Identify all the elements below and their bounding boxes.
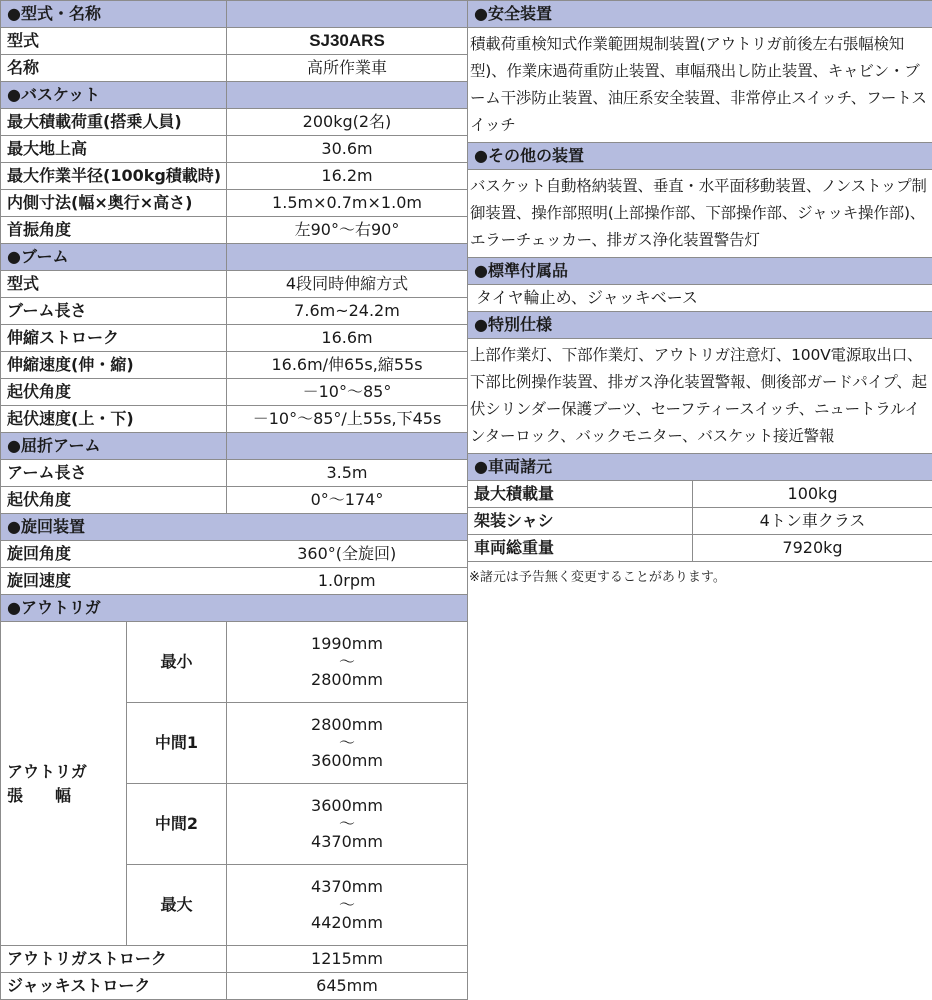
row-label: 型式 (1, 28, 227, 55)
row-label: 最大積載量 (468, 481, 693, 508)
range-to: 4370mm (311, 832, 383, 851)
row-value: 0°～174° (227, 487, 468, 514)
row-value: 16.6m/伸65s,縮55s (227, 352, 468, 379)
row-value: 1.5m×0.7m×1.0m (227, 190, 468, 217)
table-row (1, 55, 468, 82)
range-tilde: ～ (338, 652, 355, 671)
row-label: ジャッキストローク (1, 973, 227, 1000)
row-label: アウトリガストローク (1, 946, 227, 973)
section-title: ●その他の装置 (468, 143, 932, 170)
row-value: 100kg (693, 481, 932, 508)
row-label: 伸縮ストローク (1, 325, 227, 352)
row-label: 首振角度 (1, 217, 227, 244)
row-value: 左90°～右90° (227, 217, 468, 244)
table-row (1, 163, 468, 190)
table-row (1, 622, 468, 703)
section-header-other (468, 143, 932, 170)
row-label: 最大作業半径(100kg積載時) (1, 163, 227, 190)
outrigger-range (227, 622, 468, 703)
row-value: 1215mm (227, 946, 468, 973)
row-value: 4トン車クラス (693, 508, 932, 535)
row-value: 1.0rpm (227, 568, 468, 595)
row-value: 3.5m (227, 460, 468, 487)
other-devices-text: バスケット自動格納装置、垂直・水平面移動装置、ノンストップ制御装置、操作部照明(上部操作部、下部操作部、ジャッキ操作部)、エラーチェッカー、排ガス浄化装置警告灯 (468, 170, 932, 258)
section-title: ●アウトリガ (1, 595, 468, 622)
special-spec-text: 上部作業灯、下部作業灯、アウトリガ注意灯、100V電源取出口、下部比例操作装置、排ガス浄化装置警報、側後部ガードパイプ、起伏シリンダー保護ブーツ、セーフティースイッチ、ニュートラルインターロック、バックモニター、バスケット接近警報 (468, 339, 932, 454)
section-title: ●旋回装置 (1, 514, 468, 541)
row-label: 架装シャシ (468, 508, 693, 535)
table-row (468, 28, 932, 143)
section-title: ●ブーム (1, 244, 227, 271)
disclaimer-note: ※諸元は予告無く変更することがあります。 (469, 570, 726, 585)
table-row (1, 190, 468, 217)
row-label: 最大積載荷重(搭乗人員) (1, 109, 227, 136)
row-value: 16.2m (227, 163, 468, 190)
outrigger-range (227, 865, 468, 946)
table-row (1, 298, 468, 325)
row-label: ブーム長さ (1, 298, 227, 325)
row-label: 起伏速度(上・下) (1, 406, 227, 433)
section-title: ●車両諸元 (468, 454, 932, 481)
section-header-outrigger (1, 595, 468, 622)
table-row (1, 136, 468, 163)
safety-devices-text: 積載荷重検知式作業範囲規制装置(アウトリガ前後左右張幅検知型)、作業床過荷重防止装置、車幅飛出し防止装置、キャビン・ブーム干渉防止装置、油圧系安全装置、非常停止スイッチ、フートスイッチ (468, 28, 932, 143)
accessory-text: タイヤ輪止め、ジャッキベース (468, 285, 932, 312)
row-label: 起伏角度 (1, 379, 227, 406)
section-header-model (1, 1, 468, 28)
table-row (1, 568, 468, 595)
spec-table-right (467, 0, 932, 589)
outrigger-span-label (1, 622, 127, 946)
row-value: 7.6m~24.2m (227, 298, 468, 325)
range-to: 2800mm (311, 670, 383, 689)
table-row (468, 508, 932, 535)
section-header-safety (468, 1, 932, 28)
row-label: 旋回速度 (1, 568, 227, 595)
model-value: SJ30ARS (227, 28, 468, 55)
table-row (1, 406, 468, 433)
row-label: 最大地上高 (1, 136, 227, 163)
section-header-vehicle (468, 454, 932, 481)
table-row (468, 170, 932, 258)
row-value: 200kg(2名) (227, 109, 468, 136)
table-row (1, 541, 468, 568)
section-header-arm (1, 433, 468, 460)
outrigger-range (227, 784, 468, 865)
range-from: 3600mm (311, 796, 383, 815)
row-label: 型式 (1, 271, 227, 298)
outrigger-sublabel: 最小 (127, 622, 227, 703)
table-row (468, 339, 932, 454)
table-row (1, 352, 468, 379)
table-row (1, 109, 468, 136)
row-value: 16.6m (227, 325, 468, 352)
range-tilde: ～ (338, 895, 355, 914)
section-header-accessory (468, 258, 932, 285)
row-label: 起伏角度 (1, 487, 227, 514)
table-row (1, 379, 468, 406)
range-from: 4370mm (311, 877, 383, 896)
row-value: 645mm (227, 973, 468, 1000)
outrigger-sublabel: 最大 (127, 865, 227, 946)
section-header-slew (1, 514, 468, 541)
table-row (1, 217, 468, 244)
section-title: ●標準付属品 (468, 258, 932, 285)
section-title: ●特別仕様 (468, 312, 932, 339)
row-value: －10°～85° (227, 379, 468, 406)
row-label: アーム長さ (1, 460, 227, 487)
outrigger-label-line2: 張 幅 (7, 785, 72, 805)
range-from: 1990mm (311, 634, 383, 653)
row-value: 360°(全旋回) (227, 541, 468, 568)
table-row (1, 28, 468, 55)
section-header-boom (1, 244, 468, 271)
row-label: 車両総重量 (468, 535, 693, 562)
range-tilde: ～ (338, 814, 355, 833)
section-title: ●屈折アーム (1, 433, 227, 460)
row-value: 7920kg (693, 535, 932, 562)
equipment-table (467, 0, 932, 562)
section-header-special (468, 312, 932, 339)
range-tilde: ～ (338, 733, 355, 752)
outrigger-range (227, 703, 468, 784)
range-from: 2800mm (311, 715, 383, 734)
table-row (1, 487, 468, 514)
row-label: 内側寸法(幅×奥行×高さ) (1, 190, 227, 217)
row-value: －10°～85°/上55s,下45s (227, 406, 468, 433)
section-title: ●安全装置 (468, 1, 932, 28)
row-value: 4段同時伸縮方式 (227, 271, 468, 298)
section-header-basket (1, 82, 468, 109)
table-row (468, 535, 932, 562)
outrigger-label-line1: アウトリガ (7, 761, 87, 781)
row-label: 伸縮速度(伸・縮) (1, 352, 227, 379)
row-value: 高所作業車 (227, 55, 468, 82)
outrigger-sublabel: 中間1 (127, 703, 227, 784)
range-to: 3600mm (311, 751, 383, 770)
range-to: 4420mm (311, 913, 383, 932)
row-value: 30.6m (227, 136, 468, 163)
table-row (1, 973, 468, 1000)
table-row (1, 325, 468, 352)
table-row (1, 460, 468, 487)
table-row (468, 481, 932, 508)
table-row (1, 946, 468, 973)
table-row (468, 285, 932, 312)
section-title: ●バスケット (1, 82, 227, 109)
outrigger-sublabel: 中間2 (127, 784, 227, 865)
row-label: 名称 (1, 55, 227, 82)
section-title: ●型式・名称 (1, 1, 227, 28)
row-label: 旋回角度 (1, 541, 227, 568)
table-row (1, 271, 468, 298)
